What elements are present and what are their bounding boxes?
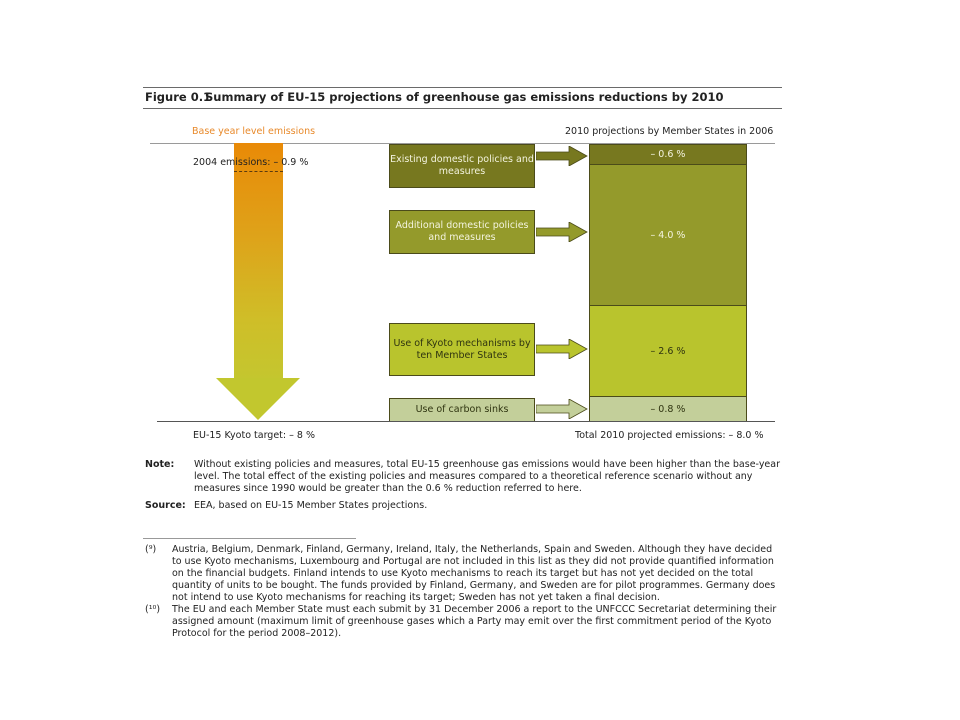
footnote-text: Austria, Belgium, Denmark, Finland, Germany, Ireland, Italy, the Netherlands, Spain and Sweden. Although they have decided to use Kyoto mechanisms, Luxembourg and Portugal are not included in this list as they did not provide quantified information on the financial budgets. Finland intends to use Kyoto mechanisms to reach its target but has not yet decided on the total quantity of units to be bought. The funds provided by Finland, Germany, and Sweden are for pilot programmes. Germany does not intend to use Kyoto mechanisms for reaching its target; Sweden has not yet taken a final decision.: [172, 544, 776, 603]
source-label: Source:: [145, 500, 186, 511]
source: [145, 500, 789, 512]
footnote-10: [145, 604, 784, 640]
figure-title-text: Summary of EU-15 projections of greenhouse gas emissions reductions by 2010: [205, 90, 724, 104]
measure-box-sinks: Use of carbon sinks: [389, 398, 535, 421]
segment-sinks: – 0.8 %: [589, 396, 747, 421]
footnote-marker: (⁹): [145, 544, 157, 555]
projections-header: 2010 projections by Member States in 2006: [565, 126, 774, 137]
right-arrow-icon: [536, 146, 588, 166]
segment-existing: – 0.6 %: [589, 144, 747, 165]
note-label: Note:: [145, 459, 175, 470]
baseline-rule: [157, 421, 775, 422]
emissions-2004-label: 2004 emissions: – 0.9 %: [193, 157, 309, 168]
base-year-header: Base year level emissions: [192, 126, 316, 137]
right-arrow-icon: [536, 399, 588, 419]
measure-box-kyoto: Use of Kyoto mechanisms by ten Member States: [389, 323, 535, 376]
segment-kyoto: – 2.6 %: [589, 305, 747, 397]
measure-box-existing: Existing domestic policies and measures: [389, 144, 535, 188]
title-rule: [143, 108, 782, 109]
emissions-2004-dashed-line: [234, 171, 283, 172]
measure-box-additional: Additional domestic policies and measures: [389, 210, 535, 254]
right-arrow-icon: [536, 222, 588, 242]
figure-title: [145, 90, 723, 104]
note-text: Without existing policies and measures, total EU-15 greenhouse gas emissions would have been higher than the base-year level. The total effect of the existing policies and measures compared to a theoretical reference scenario without any measures since 1990 would be greater than the 0.6 % reduction referred to here.: [194, 459, 781, 494]
footnote-rule: [143, 538, 356, 539]
figure-number: Figure 0.1: [145, 90, 212, 104]
segment-additional: – 4.0 %: [589, 164, 747, 306]
down-arrow-icon: [216, 378, 300, 420]
base-emissions-bar: [234, 143, 283, 379]
kyoto-target-label: EU-15 Kyoto target: – 8 %: [193, 430, 315, 441]
footnote-marker: (¹⁰): [145, 604, 161, 615]
top-rule: [143, 87, 782, 88]
footnote-9: [145, 544, 784, 604]
right-arrow-icon: [536, 339, 588, 359]
note: [145, 459, 789, 495]
source-text: EEA, based on EU-15 Member States projections.: [194, 500, 428, 511]
footnote-text: The EU and each Member State must each submit by 31 December 2006 a report to the UNFCCC Secretariat determining their assigned amount (maximum limit of greenhouse gases which a Party may emit over the first commitment period of the Kyoto Protocol for the period 2008–2012).: [172, 604, 777, 639]
total-projection-label: Total 2010 projected emissions: – 8.0 %: [575, 430, 764, 441]
